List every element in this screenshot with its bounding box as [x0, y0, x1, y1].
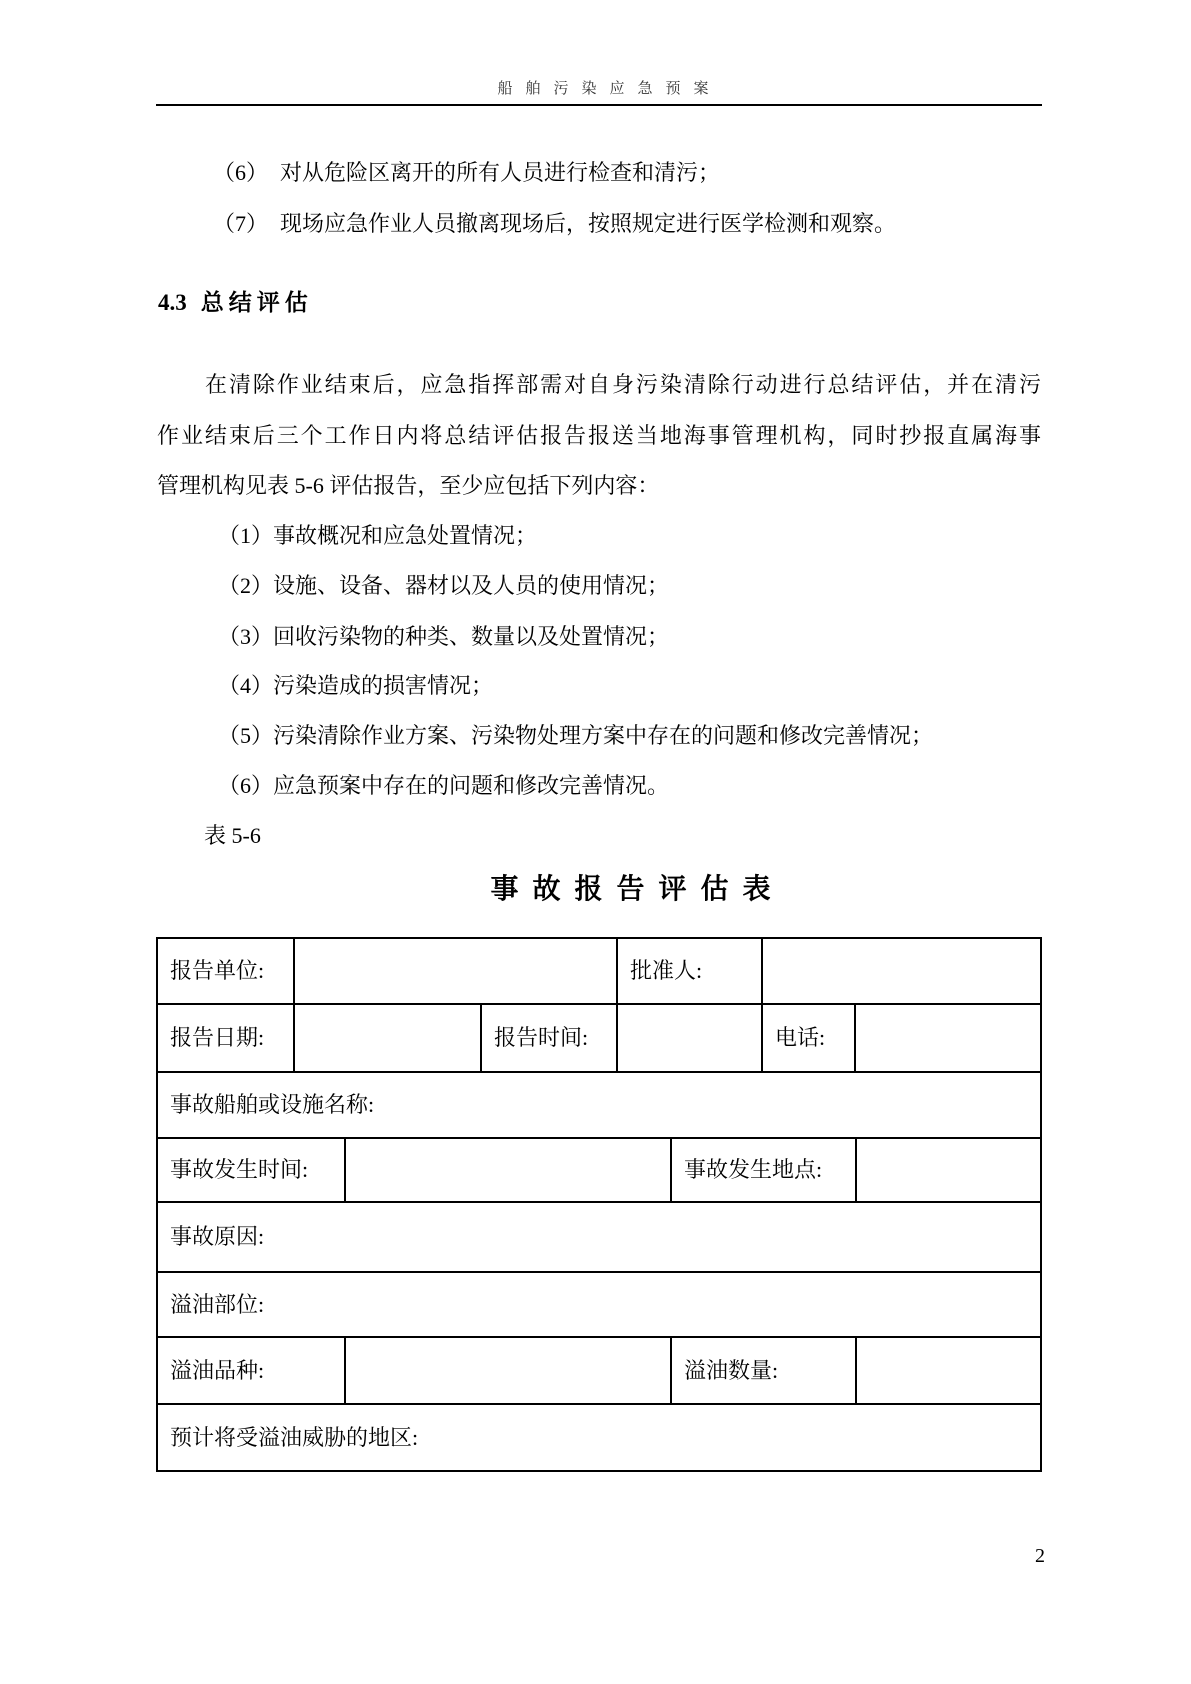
table-cell-label: 电话: [761, 1005, 854, 1071]
table-cell-blank [761, 939, 1040, 1003]
table-cell-blank [854, 1005, 1040, 1071]
intro-item-6 [157, 158, 1043, 188]
intro-item-7 [157, 209, 1043, 239]
list-text: 对从危险区离开的所有人员进行检查和清污； [280, 160, 721, 185]
table-cell-blank [855, 1338, 1040, 1403]
table-cell-label: 预计将受溢油威胁的地区: [170, 1424, 419, 1450]
table-cell-blank [616, 1005, 761, 1071]
table-title: 事故报告评估表 [490, 874, 785, 905]
table-cell-label: 溢油部位: [170, 1291, 265, 1317]
table-row [158, 1003, 1040, 1071]
section-heading [158, 290, 313, 316]
header-divider [156, 104, 1042, 106]
page-number: 2 [1035, 1545, 1045, 1567]
paragraph-line: 作业结束后三个工作日内将总结评估报告报送当地海事管理机构，同时抄报直属海事 [157, 423, 1041, 448]
paragraph-line: 在清除作业结束后，应急指挥部需对自身污染清除行动进行总结评估，并在清污 [205, 372, 1041, 397]
list-item-4: （4）污染造成的损害情况； [218, 673, 494, 698]
page-header-title: 船舶污染应急预案 [497, 81, 722, 97]
list-item-6: （6）应急预案中存在的问题和修改完善情况。 [218, 773, 670, 798]
list-text: 现场应急作业人员撤离现场后，按照规定进行医学检测和观察。 [280, 211, 897, 236]
table-cell-label: 报告单位: [170, 958, 265, 983]
table-cell-blank [344, 1338, 670, 1403]
table-cell-label: 事故发生地点: [670, 1139, 855, 1201]
table-cell-label: 溢油品种: [170, 1357, 265, 1383]
table-reference-label: 表 5-6 [204, 823, 261, 848]
table-row [158, 1137, 1040, 1201]
table-row [158, 1403, 1040, 1470]
list-item-1: （1）事故概况和应急处置情况； [218, 523, 538, 548]
table-cell-blank [344, 1139, 670, 1201]
section-number: 4.3 [158, 290, 187, 315]
table-cell-label: 事故发生时间: [170, 1157, 309, 1182]
table-cell-label: 批准人: [616, 939, 761, 1003]
table-cell-blank [293, 939, 616, 1003]
table-cell-label: 事故船舶或设施名称: [170, 1092, 375, 1117]
table-row [158, 939, 1040, 1003]
list-item-2: （2）设施、设备、器材以及人员的使用情况； [218, 573, 670, 598]
table-cell-blank [293, 1005, 480, 1071]
table-cell-label: 报告时间: [480, 1005, 616, 1071]
table-row [158, 1201, 1040, 1271]
table-cell-label: 事故原因: [170, 1224, 265, 1249]
paragraph-line: 管理机构见表 5-6 评估报告，至少应包括下列内容： [157, 473, 660, 498]
list-item-5: （5）污染清除作业方案、污染物处理方案中存在的问题和修改完善情况； [218, 723, 934, 748]
accident-report-table [156, 937, 1042, 1472]
table-cell-label: 溢油数量: [670, 1338, 855, 1403]
table-row [158, 1271, 1040, 1336]
table-row [158, 1336, 1040, 1403]
table-row [158, 1071, 1040, 1137]
table-cell-label: 报告日期: [170, 1025, 265, 1050]
list-marker: （6） [213, 160, 269, 185]
section-title: 总结评估 [200, 290, 313, 315]
table-cell-blank [855, 1139, 1040, 1201]
list-marker: （7） [213, 211, 269, 236]
list-item-3: （3）回收污染物的种类、数量以及处置情况； [218, 624, 670, 649]
